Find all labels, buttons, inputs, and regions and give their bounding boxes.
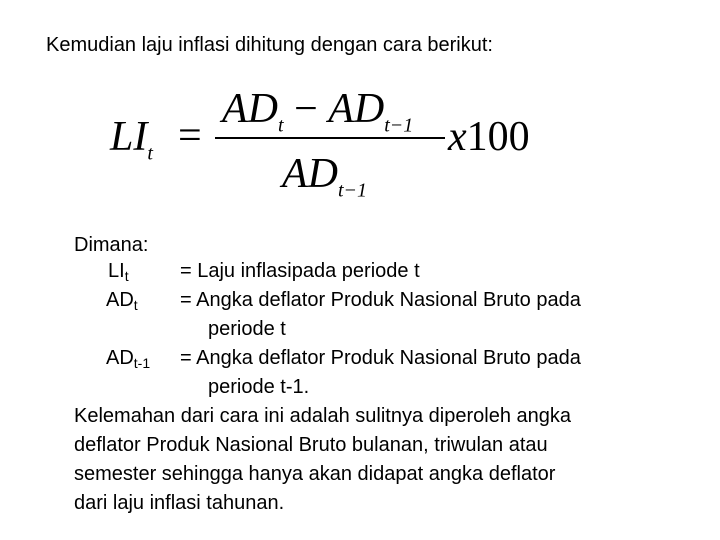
definition-symbol-sub: t xyxy=(124,268,129,284)
definition-text-adt: = Angka deflator Produk Nasional Bruto pada xyxy=(180,289,581,311)
definition-text-adt1: = Angka deflator Produk Nasional Bruto pada xyxy=(180,347,581,369)
dimana-label: Dimana: xyxy=(74,234,149,256)
formula-lhs-main: LI xyxy=(110,114,148,160)
definition-continuation-adt1: periode t-1. xyxy=(208,376,310,398)
definition-symbol-main: AD xyxy=(106,347,134,369)
definition-symbol-sub: t-1 xyxy=(133,355,151,371)
formula-lhs-sub: t xyxy=(147,142,153,165)
formula-multiplier xyxy=(448,113,530,161)
formula-numerator-b-sub: t−1 xyxy=(384,114,414,137)
definition-symbol-sub: t xyxy=(133,297,138,313)
formula-multiplier-x: x xyxy=(448,114,467,160)
formula-numerator xyxy=(222,85,413,149)
formula-multiplier-value: 100 xyxy=(466,114,530,160)
formula-equals: = xyxy=(178,113,202,159)
weakness-paragraph xyxy=(74,402,694,518)
definition-symbol-main: AD xyxy=(106,289,134,311)
formula-numerator-a-sub: t xyxy=(278,114,284,137)
formula-lhs xyxy=(110,113,153,177)
paragraph-line: semester sehingga hanya akan didapat angka deflator xyxy=(74,463,556,485)
definition-continuation-adt: periode t xyxy=(208,318,286,340)
definition-symbol-li xyxy=(108,258,129,284)
definition-symbol-main: LI xyxy=(108,260,125,282)
paragraph-line: Kelemahan dari cara ini adalah sulitnya diperoleh angka xyxy=(74,405,571,427)
formula-denominator xyxy=(282,150,367,214)
intro-text: Kemudian laju inflasi dihitung dengan cara berikut: xyxy=(46,34,493,56)
paragraph-line: deflator Produk Nasional Bruto bulanan, triwulan atau xyxy=(74,434,548,456)
fraction-bar xyxy=(215,137,445,139)
formula-numerator-b: AD xyxy=(328,86,385,132)
inflation-formula xyxy=(0,0,720,210)
paragraph-line: dari laju inflasi tahunan. xyxy=(74,492,285,514)
definition-text-li: = Laju inflasipada periode t xyxy=(180,260,420,282)
formula-numerator-a: AD xyxy=(222,86,278,132)
definition-symbol-adt xyxy=(106,287,138,313)
formula-denominator-main: AD xyxy=(282,151,338,197)
formula-denominator-sub: t−1 xyxy=(338,179,368,202)
definition-symbol-adt1 xyxy=(106,345,150,371)
formula-minus: − xyxy=(283,86,329,132)
